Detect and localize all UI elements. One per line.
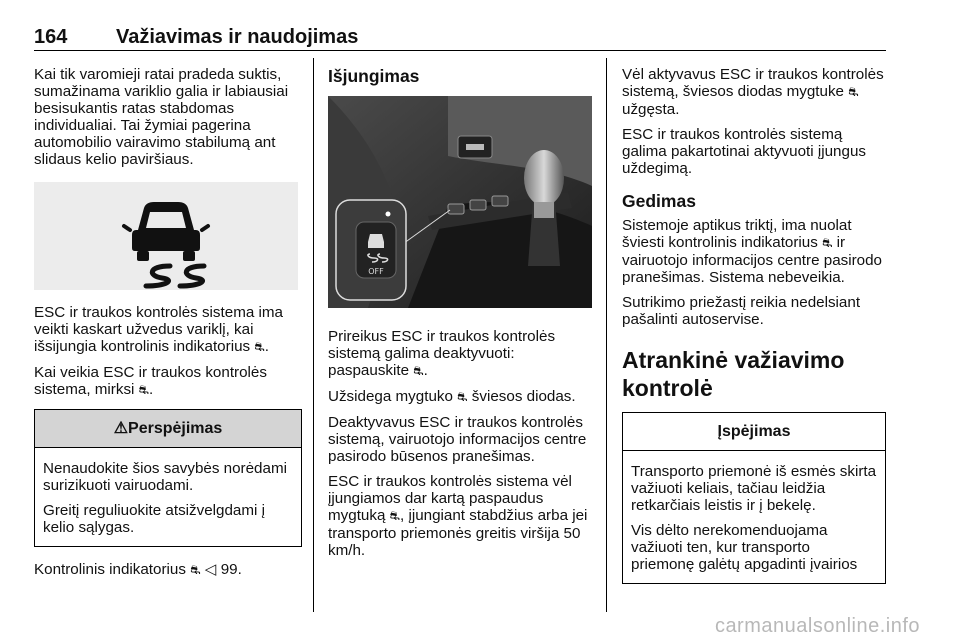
page-number: 164	[34, 26, 68, 48]
esc-indicator-icon: ⛐	[254, 340, 265, 354]
notice-text: Vis dėlto nerekomenduojama važiuoti ten, kur transporto priemonę galėtų apgadinti įvairios	[631, 522, 858, 573]
warning-header: ⚠Perspėjimas	[35, 410, 301, 448]
column-divider-2	[606, 58, 607, 612]
warning-text: Greitį reguliuokite atsižvelgdami į kelio sąlygas.	[43, 502, 265, 536]
paragraph: ESC ir traukos kontrolės sistema vėl įjungiamos dar kartą paspaudus mygtuką ⛐, įjungiant stabdžius arba jei transporto priemonės greitis viršija 50 km/h.	[328, 473, 588, 559]
esc-symbol-illustration	[34, 182, 298, 290]
esc-off-button-icon: ⛐	[413, 364, 424, 378]
column-1	[34, 66, 302, 587]
paragraph: Sistemoje aptikus triktį, ima nuolat šviesti kontrolinis indikatorius ⛐ ir vairuotojo informacijos centre pasirodo pranešimas. Sistema nebeveikia.	[622, 217, 883, 286]
section-heading: Gedimas	[622, 191, 696, 211]
warning-box	[34, 409, 302, 547]
page-header	[34, 6, 886, 46]
watermark: carmanualsonline.info	[714, 615, 920, 637]
column-2	[328, 66, 594, 567]
notice-header: Įspėjimas	[623, 413, 885, 451]
esc-off-button-icon: ⛐	[389, 509, 400, 523]
paragraph: ESC ir traukos kontrolės sistema ima veikti kaskart užvedus variklį, kai išsijungia kontrolinis indikatorius ⛐.	[34, 304, 283, 355]
page-reference-icon: ◁	[204, 561, 217, 578]
warning-text: Nenaudokite šios savybės norėdami surizikuoti vairuodami.	[43, 460, 287, 494]
column-3	[622, 66, 886, 598]
chapter-heading: Atrankinė važiavimo kontrolė	[622, 347, 845, 401]
paragraph: ESC ir traukos kontrolės sistemą galima pakartotinai aktyvuoti įjungus uždegimą.	[622, 126, 866, 177]
paragraph: Deaktyvavus ESC ir traukos kontrolės sistemą, vairuotojo informacijos centre pasirodo būsenos pranešimas.	[328, 414, 587, 465]
esc-off-button-icon: ⛐	[848, 85, 859, 99]
page-title: Važiavimas ir naudojimas	[116, 26, 359, 48]
esc-indicator-icon: ⛐	[138, 383, 150, 397]
paragraph: Sutrikimo priežastį reikia nedelsiant pašalinti autoservise.	[622, 294, 861, 328]
paragraph: Kontrolinis indikatorius ⛐ ◁ 99.	[34, 561, 242, 578]
column-divider-1	[313, 58, 314, 612]
header-rule	[34, 50, 886, 51]
center-console-image	[328, 96, 592, 308]
esc-off-button-photo	[328, 96, 592, 308]
skidding-car-icon	[34, 182, 298, 290]
esc-indicator-icon: ⛐	[822, 236, 833, 250]
off-button-label: OFF	[368, 267, 384, 276]
esc-indicator-icon: ⛐	[190, 563, 201, 577]
warning-triangle-icon: ⚠	[113, 420, 129, 437]
paragraph: Prireikus ESC ir traukos kontrolės sistemą galima deaktyvuoti: paspauskite ⛐.	[328, 328, 556, 379]
notice-text: Transporto priemonė iš esmės skirta važiuoti keliais, tačiau leidžia retkarčiais leistis ir į bekelę.	[631, 463, 877, 514]
paragraph: Užsidega mygtuko ⛐ šviesos diodas.	[328, 388, 576, 405]
section-heading: Išjungimas	[328, 66, 420, 86]
paragraph: Vėl aktyvavus ESC ir traukos kontrolės sistemą, šviesos diodas mygtuke ⛐ užgęsta.	[622, 66, 884, 118]
notice-box	[622, 412, 886, 584]
paragraph: Kai tik varomieji ratai pradeda suktis, sumažinama variklio galia ir labiausiai besisukantis ratas stabdomas individualiai. Tai žymiai pagerina automobilio vairavimo stabilumą ant slidaus kelio paviršiaus.	[34, 66, 289, 168]
esc-off-button-icon: ⛐	[457, 390, 468, 404]
paragraph: Kai veikia ESC ir traukos kontrolės sistema, mirksi ⛐.	[34, 364, 267, 398]
